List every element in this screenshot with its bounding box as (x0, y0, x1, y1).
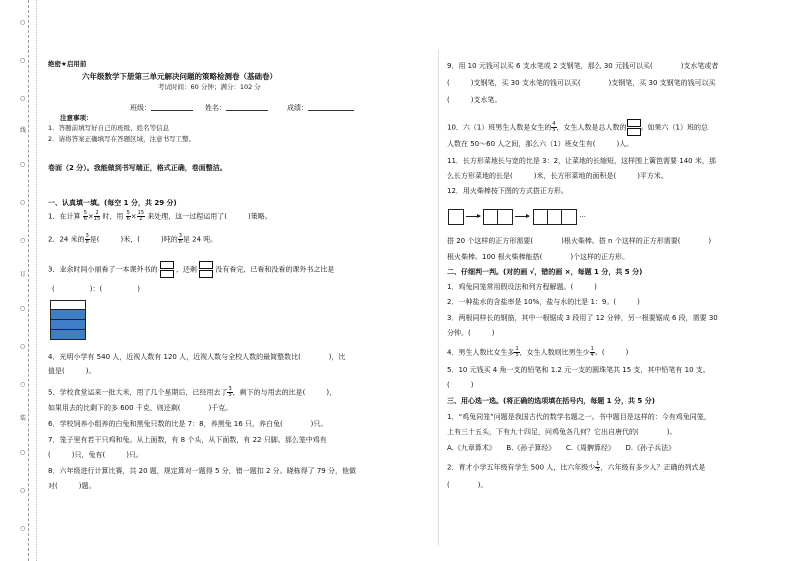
binding-mark: ○ (20, 19, 26, 26)
binding-mark: ○ (20, 305, 26, 312)
fraction: $\frac{1}{5}$ (515, 346, 519, 358)
name-input-line[interactable] (226, 103, 268, 111)
question-text: ，女生人数是总人数的 (556, 123, 627, 132)
secret-label: 绝密★启用前 (48, 60, 87, 68)
score-field (287, 103, 354, 113)
binding-mark: ○ (20, 525, 26, 532)
binding-mark: 订 (20, 271, 27, 278)
binding-strip (8, 0, 30, 561)
question-10-cont: 人数在 50～60 人之间，那么六（1）班女生有( )人。 (447, 140, 634, 148)
question-3 (48, 261, 334, 278)
fraction: $\frac{15}{2}$ (137, 210, 145, 222)
fraction: $\frac{4}{5}$ (552, 121, 556, 133)
score-input-line[interactable] (308, 103, 354, 111)
question-text: 10．六（1）班男生人数是女生的 (447, 123, 552, 132)
binding-mark: 装 (20, 415, 27, 422)
question-text: ，女生人数则比男生少 (519, 348, 590, 357)
binding-mark: ○ (20, 487, 26, 494)
question-text: ，剩下的与用去的比是( )， (232, 388, 337, 397)
fraction: $\frac{1}{4}$ (590, 346, 594, 358)
square-2b (497, 209, 513, 225)
neatness-note: 卷面（2 分）。我能做到书写端正，格式正确，卷面整洁。 (48, 164, 227, 172)
question-4: 4．光明小学有 540 人，近视人数有 120 人，近视人数与全校人数的最简整数比( )，比 (48, 353, 346, 361)
choice-2 (447, 462, 705, 473)
square-3c (561, 209, 577, 225)
judge-5: 5．10 元钱买 4 角一支的铅笔和 1.2 元一支的圆珠笔共 15 支，其中铅笔有 10 支。 (447, 366, 710, 374)
judge-3: 3．两根同样长的钢筋，其中一根锯成 3 段用了 12 分钟，另一根要锯成 6 段，需要 30 (447, 314, 718, 322)
question-10 (447, 119, 708, 136)
question-4-cont: 值是( )。 (48, 367, 96, 375)
book-figure (50, 300, 86, 340)
binding-mark: ○ (20, 161, 26, 168)
question-9-cont: ( )支水笔。 (447, 96, 502, 104)
judge-4 (447, 347, 628, 358)
square-1 (448, 209, 464, 225)
arrow-icon (515, 216, 529, 217)
fraction: $\frac{5}{6}$ (126, 210, 130, 222)
score-label: 成绩： (287, 104, 308, 112)
question-3-answer[interactable]: ( )：( ) (52, 285, 140, 293)
fraction: $\frac{1}{5}$ (596, 461, 600, 473)
question-7: 7．笼子里有若干只鸡和兔。从上面数，有 8 个头，从下面数，有 22 只脚。那么笼中鸡有 (48, 436, 327, 444)
notes-item: 1．答题前填写好自己的班级、姓名等信息 (48, 124, 170, 132)
section2-heading: 二、仔细判一判。(对的画 √，错的画 ×，每题 1 分，共 5 分) (447, 268, 643, 276)
question-text: 5．学校食堂运来一批大米，用了几个星期后，已经用去了 (48, 388, 228, 397)
notes-item: 2．请将答案正确填写在答题区域，注意书写工整。 (48, 135, 196, 143)
question-text: 没有看完，已看和没看的课外书之比是 (215, 265, 335, 274)
question-5-cont: 如果用去的比剩下的多 600 千克，则还剩( )千克。 (48, 404, 233, 412)
judge-5-cont: ( ) (447, 381, 474, 389)
fraction: $\frac{3}{8}$ (178, 233, 182, 245)
name-label: 姓名： (205, 104, 226, 112)
name-field (205, 103, 268, 113)
binding-cut-line (28, 0, 29, 561)
judge-1: 1．鸡兔同笼常用假设法和列方程解题。( ) (447, 283, 597, 291)
question-8-cont: 对( )题。 (48, 482, 96, 490)
question-9: 9．用 10 元钱可以买 6 支水笔或 2 支钢笔，那么 30 元钱可以买( )支水笔或者 (447, 62, 719, 70)
choice-1-options: A.《九章算术》 B.《孙子算经》 C.《周髀算经》 D.《孙子兵法》 (447, 444, 676, 452)
question-text: 4．男生人数比女生多 (447, 348, 515, 357)
binding-mark: 线 (20, 127, 27, 134)
book-unread-part (51, 310, 85, 339)
question-text: 时，用 (102, 212, 124, 221)
question-1: 1．在计算 $\frac{5}{6}$ × $\frac{2}{15}$ 时，用 $\frac{5}{6}$ × $\frac{15}{2}$ 来处理，这一过程运用了( )策略。 (48, 210, 272, 222)
question-text: 。( ) (594, 348, 629, 357)
fraction-blank[interactable] (199, 261, 213, 278)
question-text: 1．在计算 (48, 212, 81, 221)
question-11: 11．长方形菜地长与宽的比是 3：2，让菜地的长缩短，这样围上篱笆需要 140 米，那 (447, 157, 716, 165)
fraction: $\frac{3}{8}$ (85, 233, 89, 245)
binding-mark: ○ (20, 237, 26, 244)
class-field (130, 103, 193, 113)
book-read-part (51, 301, 85, 310)
column-divider (438, 50, 439, 545)
choice-1-cont: 上有三十五头，下有九十四足，问鸡兔各几何？它出自唐代的( )。 (447, 428, 677, 436)
question-6: 6．学校饲养小组养的白兔和黑兔只数的比是 7：8，养黑兔 16 只，养白兔( )只。 (48, 420, 328, 428)
question-text: 2．24 米的 (48, 235, 85, 244)
choice-2-cont: ( )。 (447, 481, 488, 489)
section3-heading: 三、用心选一选。(将正确的选项填在括号内，每题 1 分，共 5 分) (447, 397, 655, 405)
class-label: 班级： (130, 104, 151, 112)
question-7-cont: ( )只，兔有( )只。 (48, 451, 143, 459)
exam-meta: 考试时间：60 分钟；满分：102 分 (158, 83, 261, 91)
question-11-cont: 么长方形菜地的长是( )米，长方形菜地的面积是( )平方米。 (447, 172, 668, 180)
question-9-cont: ( )支钢笔，买 30 支水笔的钱可以买( )支钢笔，买 30 支钢笔的钱可以买 (447, 79, 716, 87)
choice-1: 1．“鸡兔同笼”问题是我国古代的数学名题之一。书中题目是这样的：今有鸡兔同笼， (447, 413, 711, 421)
binding-mark: ○ (20, 57, 26, 64)
question-12-cont: 根火柴棒。100 根火柴棒能搭( )个这样的正方形。 (447, 253, 630, 261)
binding-mark: ○ (20, 343, 26, 350)
question-12: 12．用火柴棒按下图的方式搭正方形。 (447, 187, 568, 195)
question-text: ，还剩 (175, 265, 197, 274)
fraction-blank[interactable] (627, 119, 641, 136)
question-text: 。如果六（1）班的总 (640, 123, 709, 132)
question-text: ，六年级有多少人？正确的列式是 (600, 463, 706, 472)
fraction: $\frac{3}{5}$ (228, 386, 232, 398)
question-12-cont: 搭 20 个这样的正方形需要( )根火柴棒。搭 n 个这样的正方形需要( ) (447, 237, 712, 245)
binding-fold-line (36, 0, 37, 561)
fraction: $\frac{5}{6}$ (83, 210, 87, 222)
binding-mark: ○ (20, 449, 26, 456)
judge-2: 2．一种盐水的含盐率是 10%，盐与水的比是 1：9。( ) (447, 298, 640, 306)
question-text: 2．育才小学五年级有学生 500 人，比六年级少 (447, 463, 596, 472)
ellipsis: … (579, 211, 586, 219)
binding-mark: ○ (20, 199, 26, 206)
question-text: 3．业余时间小丽看了一本课外书的 (48, 265, 158, 274)
fraction-blank[interactable] (160, 261, 174, 278)
binding-mark: ○ (20, 381, 26, 388)
notes-heading: 注意事项： (60, 114, 93, 122)
binding-mark: ○ (20, 95, 26, 102)
question-2 (48, 234, 217, 245)
page-title: 六年级数学下册第三单元解决问题的策略检测卷（基础卷） (82, 72, 277, 81)
question-text: 是 24 吨。 (182, 235, 218, 244)
question-text: 来处理，这一过程运用了( )策略。 (147, 212, 272, 221)
question-8: 8．六年级进行计算比赛，共 20 题，规定算对一题得 5 分，错一题扣 2 分。晓栋得了 79 分，他做 (48, 467, 356, 475)
question-text: 是( )米，( )吨的 (89, 235, 178, 244)
fraction: $\frac{2}{15}$ (93, 210, 101, 222)
question-5 (48, 387, 336, 398)
arrow-icon (466, 216, 480, 217)
judge-3-cont: 分钟。( ) (447, 329, 495, 337)
class-input-line[interactable] (151, 103, 193, 111)
section1-heading: 一、认真填一填。(每空 1 分，共 29 分) (48, 199, 177, 207)
